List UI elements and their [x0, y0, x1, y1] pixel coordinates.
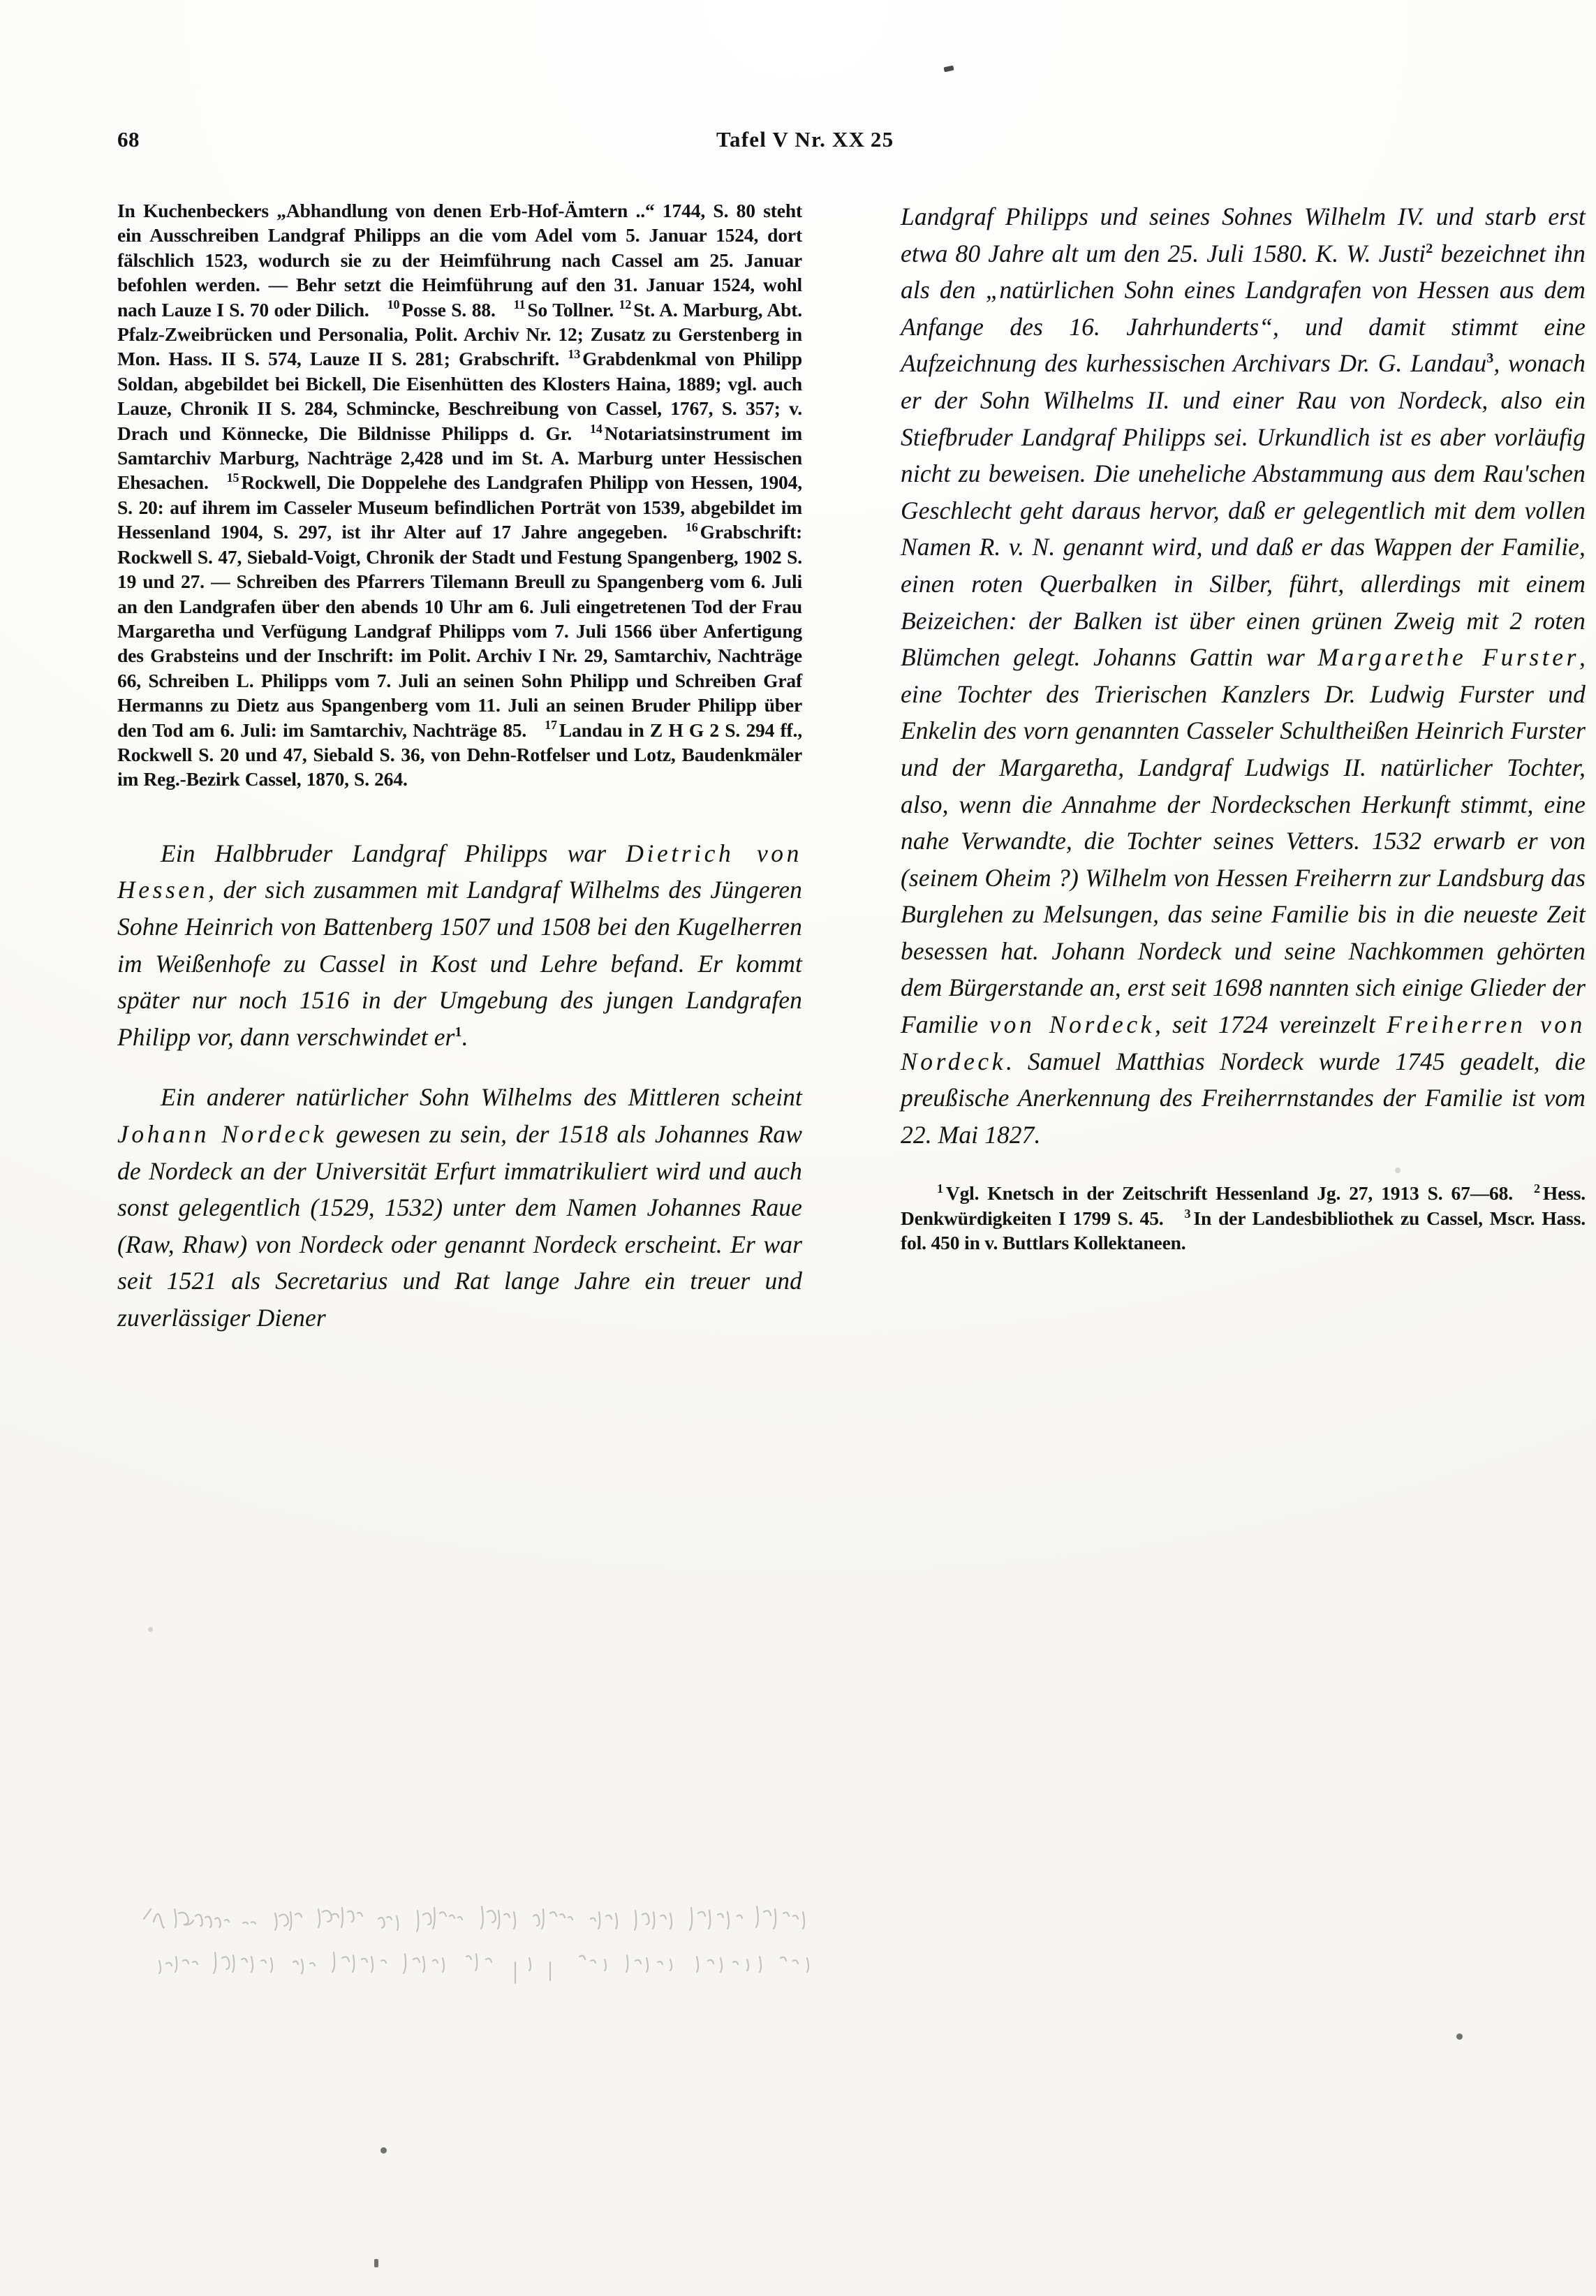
ink-speck-bottom-right	[1456, 2033, 1463, 2040]
footnote-text-13: Grabdenkmal von Philipp Soldan, abgebildet bei Bickell, Die Eisenhütten des Klosters Haina, 1889; vgl. auch Lauze, Chronik II S. 284, Schmincke, Beschreibung von Cassel, 1767, S. 357; v. Drach und Könnecke, Die Bildnisse Philipps d. Gr.	[117, 348, 802, 444]
running-head	[117, 127, 1479, 159]
paragraph-1-lead: Ein Halbbruder Landgraf Philipps war	[161, 839, 626, 867]
footnote-marker-11: 11	[513, 297, 526, 312]
ink-speck-bottom-left	[380, 2147, 387, 2154]
running-title-number: 25	[870, 127, 894, 152]
footnote-marker-16: 16	[685, 520, 698, 535]
paragraph-johann-nordeck	[117, 1079, 802, 1336]
left-column	[117, 198, 802, 1336]
footnote-text-16: Grabschrift: Rockwell S. 47, Siebald-Voigt, Chronik der Stadt und Festung Spangenberg, 1902 S. 19 und 27. — Schreiben des Pfarrers Tilemann Breull zu Spangenberg vom 6. Juli an den Landgrafen über den abends 10 Uhr am 6. Juli eingetretenen Tod der Frau Margaretha und Verfügung Landgraf Philipps vom 7. Juli 1566 über Anfertigung des Grabsteins und der Inschrift: im Polit. Archiv I Nr. 29, Samtarchiv, Nachträge 66, Schreiben L. Philipps vom 7. Juli an seinen Sohn Philipp und Schreiben Graf Hermanns zu Dietz aus Spangenberg vom 11. Juli an seinen Bruder Philipp über den Tod am 6. Juli: im Samtarchiv, Nachträge 85.	[117, 521, 802, 741]
footnote-marker-15: 15	[226, 471, 239, 485]
footnote-continuation-text: In Kuchenbeckers „Abhandlung von denen Erb-Hof-Ämtern ..“ 1744, S. 80 steht ein Ausschreiben Landgraf Philipps an die vom Adel vom 5. Januar 1524, dort fälschlich 1523, wodurch sie zu der Heimführung nach Cassel am 25. Januar befohlen werden. — Behr setzt die Heimführung auf den 31. Januar 1524, wohl nach Lauze I S. 70 oder Dilich.	[117, 200, 802, 321]
right-body-text	[901, 198, 1586, 1153]
footnote-ref-3: 3	[1486, 351, 1494, 367]
right-body-lead: Landgraf Philipps und seines Sohnes Wilhelm IV. und starb erst etwa 80 Jahre alt um den 25. Juli 1580. K. W. Justi	[901, 203, 1586, 267]
footnote-text-10: Posse S. 88.	[401, 298, 496, 321]
paragraph-nordeck-continued	[901, 198, 1586, 1153]
right-body-segment-3: , wonach er der Sohn Wilhelms II. und einer Rau von Nordeck, also ein Stiefbruder Landgraf Philipps sei. Urkundlich ist es aber vorläufig nicht zu beweisen. Die uneheliche Abstammung aus dem Rau'schen Geschlecht geht daraus hervor, daß er gelegentlich mit dem vollen Namen R. v. N. genannt wird, und daß er das Wappen der Familie, einen roten Querbalken in Silber, führt, allerdings mit einem Beizeichen: der Balken ist über einen grünen Zweig mit 2 roten Blümchen gelegt. Johanns Gattin war	[901, 349, 1586, 672]
footnote-text-3: In der Landesbibliothek zu Cassel, Mscr. Hass. fol. 450 in v. Buttlars Kollektaneen.	[901, 1207, 1586, 1254]
family-name-von-nordeck: von Nordeck	[989, 1010, 1155, 1039]
footnote-text-1: Vgl. Knetsch in der Zeitschrift Hessenland Jg. 27, 1913 S. 67—68.	[945, 1182, 1513, 1205]
right-body-segment-5: , seit 1724 vereinzelt	[1155, 1010, 1387, 1039]
running-title	[716, 127, 894, 152]
ink-speck-top	[943, 66, 954, 73]
footnote-marker-17: 17	[545, 718, 557, 733]
person-name-dietrich: Dietrich von Hessen	[117, 839, 803, 904]
footnote-marker-14: 14	[590, 421, 603, 436]
scan-speck-right	[1395, 1168, 1401, 1173]
footnote-ref-1: 1	[455, 1024, 462, 1040]
right-footnote-block	[901, 1181, 1586, 1255]
right-body-segment-2: bezeichnet ihn als den „natürlichen Sohn eines Landgrafen von Hessen aus dem Anfange des 16. Jahrhunderts“, und damit stimmt eine Aufzeichnung des kurhessischen Archivars Dr. G. Landau	[901, 239, 1586, 378]
running-title-main: Tafel V Nr. XX	[716, 127, 866, 152]
footnote-marker-13: 13	[568, 347, 581, 362]
footnote-ref-2: 2	[1426, 240, 1433, 256]
left-body-text	[117, 835, 802, 1337]
footnote-text-11: So Tollner.	[527, 298, 614, 321]
footnote-text-12: St. A. Marburg, Abt. Pfalz-Zweibrücken und Personalia, Polit. Archiv Nr. 12; Zusatz zu Gerstenberg in Mon. Hass. II S. 574, Lauze II S. 281; Grabschrift.	[117, 298, 802, 370]
paragraph-2-lead: Ein anderer natürlicher Sohn Wilhelms des Mittleren scheint	[161, 1083, 802, 1112]
footnote-marker-12: 12	[619, 297, 632, 312]
handwritten-pencil-annotation	[138, 1898, 836, 2003]
right-column	[901, 198, 1586, 1256]
footnote-marker-2: 2	[1534, 1182, 1540, 1196]
person-name-johann-nordeck: Johann Nordeck	[117, 1119, 327, 1148]
title-freiherren-von-nordeck: Freiherren von Nordeck	[901, 1010, 1586, 1075]
footnote-marker-3: 3	[1184, 1206, 1191, 1221]
footnote-text-14: Notariatsinstrument im Samtarchiv Marburg, Nachträge 2,428 und im St. A. Marburg unter Hessischen Ehesachen.	[117, 422, 802, 494]
page-number: 68	[117, 127, 140, 152]
footnote-marker-1: 1	[937, 1182, 943, 1196]
right-body-segment-4: , eine Tochter des Trierischen Kanzlers Dr. Ludwig Furster und Enkelin des vorn genannten Casseler Schultheißen Heinrich Furster und der Margaretha, Landgraf Ludwigs II. natürlicher Tochter, also, wenn die Annahme der Nordeckschen Herkunft stimmt, eine nahe Verwandte, die Tochter seines Vetters. 1532 erwarb er von (seinem Oheim ?) Wilhelm von Hessen Freiherrn zur Landsburg das Burglehen zu Melsungen, das seine Familie bis in die neueste Zeit besessen hat. Johann Nordeck und seine Nachkommen gehörten dem Bürgerstande an, erst seit 1698 nannten sich einige Glieder der Familie	[901, 643, 1586, 1039]
person-name-margarethe-furster: Margarethe Furster	[1317, 643, 1580, 672]
paragraph-dietrich-von-hessen	[117, 835, 802, 1056]
paragraph-2-rest: gewesen zu sein, der 1518 als Johannes Raw de Nordeck an der Universität Erfurt immatrikuliert wird und auch sonst gelegentlich (1529, 1532) unter dem Namen Johannes Raue (Raw, Rhaw) von Nordeck oder genannt Nordeck erscheint. Er war seit 1521 als Secretarius und Rat lange Jahre ein treuer und zuverlässiger Diener	[117, 1119, 802, 1332]
footnote-marker-10: 10	[387, 297, 400, 312]
footnote-text-15: Rockwell, Die Doppelehe des Landgrafen Philipp von Hessen, 1904, S. 20: auf ihrem im Casseler Museum befindlichen Porträt von 1539, abgebildet im Hessenland 1904, S. 297, ist ihr Alter auf 17 Jahre angegeben.	[117, 471, 802, 543]
column-spacer	[117, 792, 802, 835]
paragraph-1-rest: , der sich zusammen mit Landgraf Wilhelms des Jüngeren Sohne Heinrich von Battenberg 1507 und 1508 bei den Kugelherren im Weißenhofe zu Cassel in Kost und Lehre befand. Er kommt später nur noch 1516 in der Umgebung des jungen Landgrafen Philipp vor, dann verschwindet er	[117, 876, 802, 1051]
footnote-text-17: Landau in Z H G 2 S. 294 ff., Rockwell S. 20 und 47, Siebald S. 36, von Dehn-Rotfelser und Lotz, Baudenkmäler im Reg.-Bezirk Cassel, 1870, S. 264.	[117, 719, 802, 790]
left-footnote-block	[117, 198, 802, 792]
right-body-segment-6: . Samuel Matthias Nordeck wurde 1745 geadelt, die preußische Anerkennung des Freiherrnstandes der Familie ist vom 22. Mai 1827.	[901, 1047, 1586, 1149]
paragraph-1-period: .	[461, 1022, 468, 1051]
scan-speck-left	[148, 1627, 153, 1632]
ink-speck-bottom-center	[374, 2259, 378, 2267]
footnote-text-2: Hess. Denkwürdigkeiten I 1799 S. 45.	[901, 1182, 1586, 1229]
